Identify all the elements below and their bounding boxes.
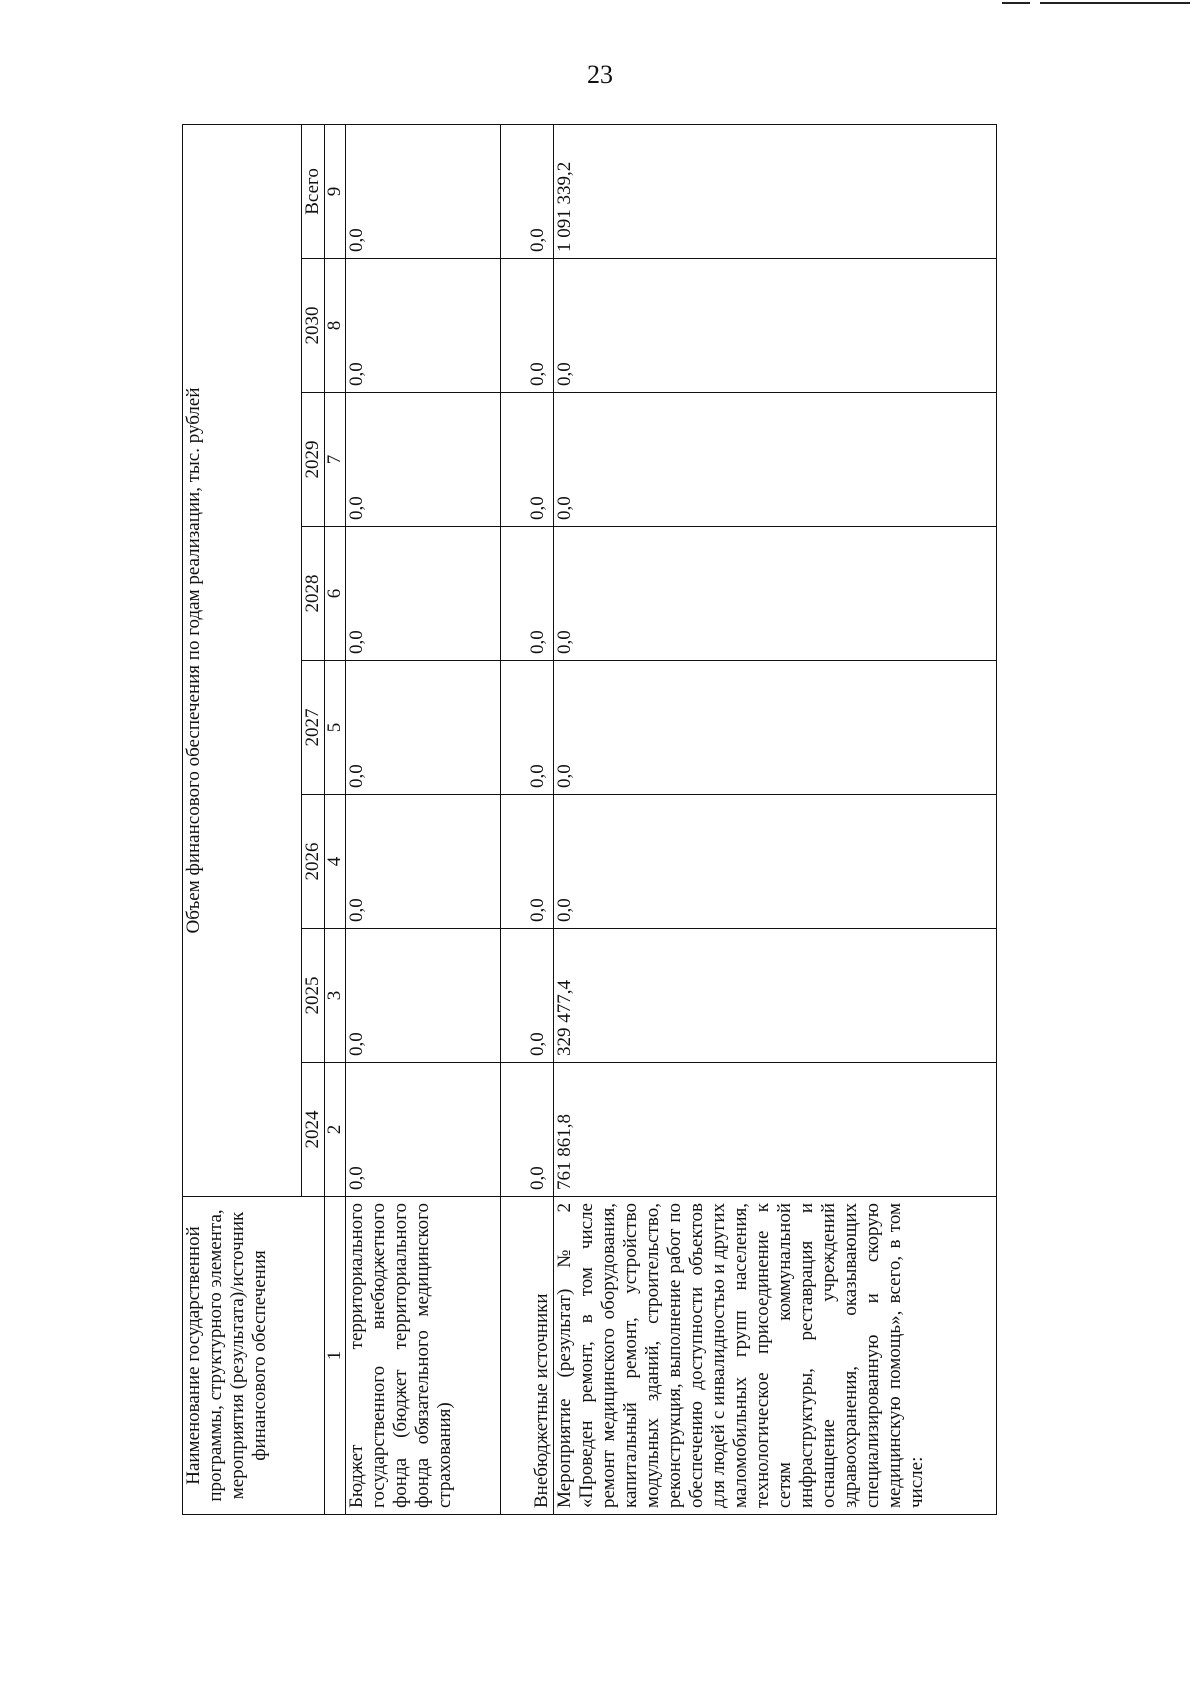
column-number: 2 — [325, 1063, 346, 1197]
year-header: 2025 — [302, 929, 325, 1063]
column-number: 3 — [325, 929, 346, 1063]
cell-value: 0,0 — [501, 124, 554, 258]
year-header: 2024 — [302, 1063, 325, 1197]
table-row — [501, 124, 554, 1514]
cell-value: 0,0 — [501, 393, 554, 527]
column-number: 9 — [325, 124, 346, 258]
cell-value: 0,0 — [501, 929, 554, 1063]
cell-value: 0,0 — [501, 661, 554, 795]
cell-value: 0,0 — [501, 795, 554, 929]
column-number: 4 — [325, 795, 346, 929]
row-name: Бюджет территориального государственного внебюджетного фонда (бюджет территориального фонда обязательного медицинского страхования) — [346, 1197, 501, 1515]
cell-value: 0,0 — [554, 393, 997, 527]
cell-value: 1 091 339,2 — [554, 124, 997, 258]
cell-value: 0,0 — [501, 259, 554, 393]
year-header: 2027 — [302, 661, 325, 795]
column-number: 5 — [325, 661, 346, 795]
cell-value: 0,0 — [346, 393, 501, 527]
cell-value: 0,0 — [346, 1063, 501, 1197]
page-number: 23 — [587, 60, 613, 89]
column-number: 6 — [325, 527, 346, 661]
column-number: 8 — [325, 259, 346, 393]
cell-value: 0,0 — [346, 259, 501, 393]
volume-header: Объем финансового обеспечения по годам реализации, тыс. рублей — [183, 124, 302, 1196]
cell-value: 0,0 — [346, 124, 501, 258]
cell-value: 0,0 — [346, 929, 501, 1063]
rotated-table-container — [182, 125, 1062, 1515]
header-rule-short — [1002, 2, 1030, 4]
row-name: Внебюджетные источники — [501, 1197, 554, 1515]
cell-value: 0,0 — [554, 527, 997, 661]
column-number: 1 — [325, 1197, 346, 1515]
cell-value: 0,0 — [554, 259, 997, 393]
cell-value: 0,0 — [346, 661, 501, 795]
total-header: Всего — [302, 124, 325, 258]
year-header: 2028 — [302, 527, 325, 661]
cell-value: 0,0 — [501, 1063, 554, 1197]
cell-value: 0,0 — [501, 527, 554, 661]
header-rule — [1040, 2, 1190, 4]
name-column-header: Наименование государственной программы, структурного элемента, мероприятия (результата)/источник финансового обеспечения — [183, 1197, 325, 1515]
cell-value: 0,0 — [554, 795, 997, 929]
year-header: 2026 — [302, 795, 325, 929]
row-name: Мероприятие (результат) № 2 «Проведен ремонт, в том числе ремонт медицинского оборудования, капитальный ремонт, устройство модульных зданий, строительство, реконструкция, выполнение работ по обеспечению доступности объектов для людей с инвалидностью и других маломобильных групп населения, технологическое присоединение к сетям коммунальной инфраструктуры, реставрация и оснащение учреждений здравоохранения, оказывающих специализированную и скорую медицинскую помощь», всего, в том числе: — [554, 1197, 997, 1515]
column-number: 7 — [325, 393, 346, 527]
year-header: 2029 — [302, 393, 325, 527]
cell-value: 761 861,8 — [554, 1063, 997, 1197]
financing-table — [182, 124, 997, 1515]
cell-value: 0,0 — [346, 795, 501, 929]
table-row — [554, 124, 997, 1514]
cell-value: 0,0 — [346, 527, 501, 661]
cell-value: 0,0 — [554, 661, 997, 795]
year-header: 2030 — [302, 259, 325, 393]
cell-value: 329 477,4 — [554, 929, 997, 1063]
table-row — [346, 124, 501, 1514]
